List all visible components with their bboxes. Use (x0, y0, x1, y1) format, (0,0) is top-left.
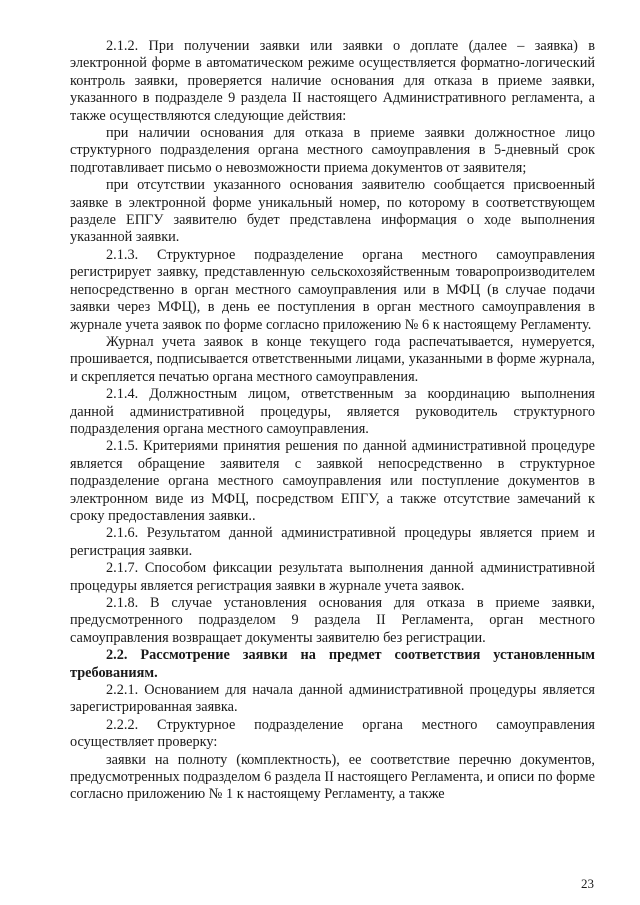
document-page (70, 38, 595, 804)
paragraph-journal: Журнал учета заявок в конце текущего года распечатывается, нумеруется, прошивается, подписывается ответственными лицами, указанными в форме журнала, и скрепляется печатью органа местного самоуправления. (70, 333, 595, 385)
paragraph-2-2-2: 2.2.2. Структурное подразделение органа местного самоуправления осуществляет проверку: (70, 716, 595, 751)
paragraph-2-1-4: 2.1.4. Должностным лицом, ответственным за координацию выполнения данной административной процедуры, является руководитель структурного подразделения органа местного самоуправления. (70, 386, 595, 437)
paragraph-no-refusal-case: при отсутствии указанного основания заявителю сообщается присвоенный заявке в электронной форме уникальный номер, по которому в соответствующем разделе ЕПГУ заявителю будет представлена информация о ходе выполнения указанной заявки. (70, 177, 595, 246)
paragraph-2-2-1: 2.2.1. Основанием для начала данной административной процедуры является зарегистрированная заявка. (70, 682, 595, 716)
paragraph-completeness-check: заявки на полноту (комплектность), ее соответствие перечню документов, предусмотренных подразделом 6 раздела II настоящего Регламента, и описи по форме согласно приложению № 1 к настоящему Регламенту, а также (70, 751, 595, 803)
paragraph-2-1-6: 2.1.6. Результатом данной административной процедуры является прием и регистрация заявки. (70, 525, 595, 559)
paragraph-2-1-3: 2.1.3. Структурное подразделение органа местного самоуправления регистрирует заявку, представленную сельскохозяйственным товаропроизводителем непосредственно в орган местного самоуправления или в МФЦ (в случае подачи заявки через МФЦ), в день ее поступления в орган местного самоуправления в журнале учета заявок по форме согласно приложению № 6 к настоящему Регламенту. (70, 246, 595, 333)
paragraph-2-1-5: 2.1.5. Критериями принятия решения по данной административной процедуре является обращение заявителя с заявкой непосредственно в структурное подразделение органа местного самоуправления или поступление документов в электронном виде из МФЦ, посредством ЕПГУ, а также отсутствие замечаний к сроку предоставления заявки.. (70, 438, 595, 524)
paragraph-2-1-2: 2.1.2. При получении заявки или заявки о доплате (далее – заявка) в электронной форме в автоматическом режиме осуществляется форматно-логический контроль заявки, проверяется наличие основания для отказа в приеме заявки, указанного в подразделе 9 раздела II настоящего Административного регламента, а также осуществляются следующие действия: (70, 38, 595, 124)
paragraph-refusal-case: при наличии основания для отказа в приеме заявки должностное лицо структурного подразделения органа местного самоуправления в 5-дневный срок подготавливает письмо о невозможности приема документов от заявителя; (70, 125, 595, 176)
page-number: 23 (581, 876, 594, 891)
section-heading-2-2: 2.2. Рассмотрение заявки на предмет соответствия установленным требованиям. (70, 647, 595, 681)
paragraph-2-1-7: 2.1.7. Способом фиксации результата выполнения данной административной процедуры является регистрация заявки в журнале учета заявок. (70, 560, 595, 594)
paragraph-2-1-8: 2.1.8. В случае установления основания для отказа в приеме заявки, предусмотренного подразделом 9 раздела II Регламента, орган местного самоуправления возвращает документы заявителю без регистрации. (70, 595, 595, 646)
